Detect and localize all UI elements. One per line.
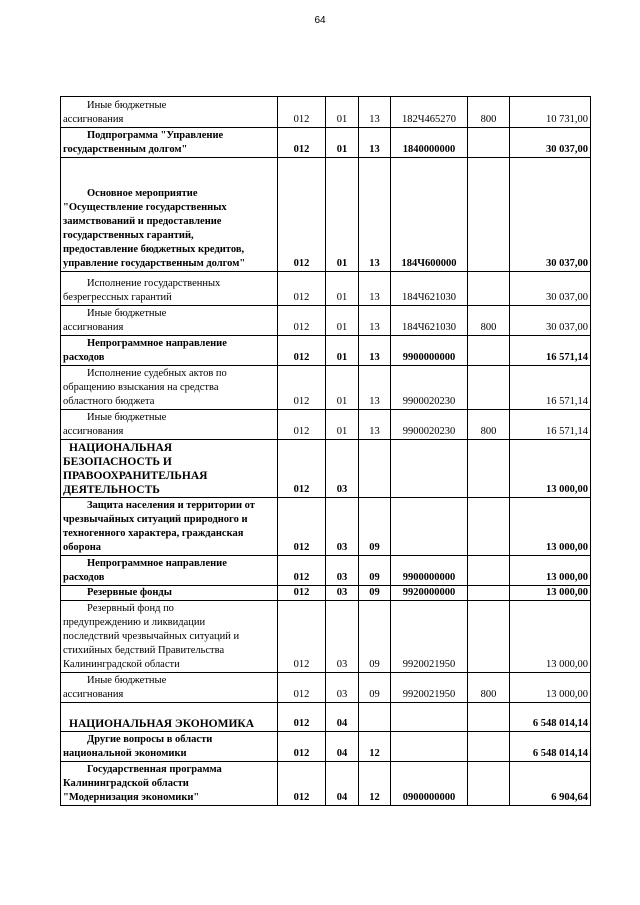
- amount-cell: 16 571,14: [510, 366, 591, 410]
- amount-cell: 13 000,00: [510, 601, 591, 673]
- item-name-line: "Осуществление государственных: [63, 202, 227, 213]
- table-row: [61, 673, 591, 703]
- item-name-line: стихийных бедствий Правительства: [63, 645, 225, 656]
- subsection-code-cell: 09: [359, 498, 391, 556]
- section-code-cell: 03: [326, 586, 359, 601]
- item-name-cell: [61, 601, 278, 673]
- item-name-cell: [61, 410, 278, 440]
- amount-cell: 30 037,00: [510, 128, 591, 158]
- target-article-cell: 1840000000: [391, 128, 468, 158]
- expense-type-cell: [468, 586, 510, 601]
- subsection-code-cell: 13: [359, 97, 391, 128]
- item-name-cell: [61, 440, 278, 498]
- item-name-line: Другие вопросы в области: [87, 734, 213, 745]
- target-article-cell: 9920000000: [391, 586, 468, 601]
- expense-type-cell: [468, 556, 510, 586]
- item-name-line: Государственная программа: [87, 764, 222, 775]
- item-name-line: ассигнования: [63, 114, 124, 125]
- table-row: [61, 272, 591, 306]
- subsection-code-cell: 13: [359, 128, 391, 158]
- expense-type-cell: [468, 762, 510, 806]
- item-name-cell: [61, 366, 278, 410]
- item-name-line: ассигнования: [63, 322, 124, 333]
- target-article-cell: 9900000000: [391, 336, 468, 366]
- section-code-cell: 04: [326, 732, 359, 762]
- item-name-line: предупреждению и ликвидации: [63, 617, 206, 628]
- item-name-line: расходов: [63, 352, 105, 363]
- section-code-cell: 01: [326, 336, 359, 366]
- section-code-cell: 03: [326, 498, 359, 556]
- table-row: [61, 306, 591, 336]
- table-row: [61, 336, 591, 366]
- item-name-line: государственным долгом": [63, 144, 188, 155]
- amount-cell: 13 000,00: [510, 673, 591, 703]
- expense-type-cell: [468, 128, 510, 158]
- amount-cell: 13 000,00: [510, 556, 591, 586]
- item-name-line: Основное мероприятие: [87, 188, 198, 199]
- amount-cell: 13 000,00: [510, 440, 591, 498]
- target-article-cell: 182Ч465270: [391, 97, 468, 128]
- subsection-code-cell: 09: [359, 556, 391, 586]
- table-row: [61, 556, 591, 586]
- amount-cell: 30 037,00: [510, 158, 591, 272]
- item-name-line: Резервные фонды: [87, 587, 172, 598]
- subsection-code-cell: 13: [359, 306, 391, 336]
- item-name-cell: [61, 703, 278, 732]
- ministry-code-cell: 012: [278, 601, 326, 673]
- page-number: 64: [314, 15, 326, 26]
- expense-type-cell: [468, 732, 510, 762]
- subsection-code-cell: 13: [359, 336, 391, 366]
- item-name-line: государственных гарантий,: [63, 230, 194, 241]
- item-name-line: оборона: [63, 542, 102, 553]
- section-code-cell: 03: [326, 556, 359, 586]
- item-name-cell: [61, 673, 278, 703]
- section-code-cell: 01: [326, 97, 359, 128]
- target-article-cell: [391, 703, 468, 732]
- section-code-cell: 01: [326, 366, 359, 410]
- subsection-code-cell: 09: [359, 673, 391, 703]
- item-name-line: Исполнение судебных актов по: [87, 368, 227, 379]
- item-name-cell: [61, 732, 278, 762]
- expense-type-cell: [468, 366, 510, 410]
- item-name-line: Иные бюджетные: [87, 308, 167, 319]
- item-name-line: областного бюджета: [63, 396, 155, 407]
- expense-type-cell: [468, 601, 510, 673]
- item-name-line: Непрограммное направление: [87, 338, 227, 349]
- ministry-code-cell: 012: [278, 336, 326, 366]
- subsection-code-cell: [359, 440, 391, 498]
- amount-cell: 30 037,00: [510, 306, 591, 336]
- item-name-line: Иные бюджетные: [87, 100, 167, 111]
- item-name-cell: [61, 97, 278, 128]
- section-code-cell: 03: [326, 440, 359, 498]
- item-name-line: НАЦИОНАЛЬНАЯ ЭКОНОМИКА: [69, 718, 255, 730]
- table-row: [61, 97, 591, 128]
- section-code-cell: 04: [326, 762, 359, 806]
- item-name-line: ДЕЯТЕЛЬНОСТЬ: [63, 484, 160, 496]
- item-name-line: ассигнования: [63, 689, 124, 700]
- subsection-code-cell: 13: [359, 272, 391, 306]
- table-row: [61, 158, 591, 272]
- amount-cell: 13 000,00: [510, 586, 591, 601]
- item-name-line: Иные бюджетные: [87, 412, 167, 423]
- expense-type-cell: 800: [468, 306, 510, 336]
- ministry-code-cell: 012: [278, 366, 326, 410]
- ministry-code-cell: 012: [278, 673, 326, 703]
- amount-cell: 6 548 014,14: [510, 703, 591, 732]
- section-code-cell: 01: [326, 158, 359, 272]
- table-row: [61, 440, 591, 498]
- amount-cell: 16 571,14: [510, 410, 591, 440]
- expense-type-cell: [468, 336, 510, 366]
- section-code-cell: 03: [326, 601, 359, 673]
- item-name-line: НАЦИОНАЛЬНАЯ: [69, 442, 173, 454]
- item-name-line: национальной экономики: [63, 748, 187, 759]
- ministry-code-cell: 012: [278, 762, 326, 806]
- item-name-line: управление государственным долгом": [63, 258, 246, 269]
- section-code-cell: 01: [326, 306, 359, 336]
- target-article-cell: [391, 732, 468, 762]
- ministry-code-cell: 012: [278, 128, 326, 158]
- item-name-cell: [61, 272, 278, 306]
- item-name-line: Резервный фонд по: [87, 603, 174, 614]
- table-row: [61, 732, 591, 762]
- item-name-line: техногенного характера, гражданская: [63, 528, 244, 539]
- target-article-cell: [391, 440, 468, 498]
- ministry-code-cell: 012: [278, 586, 326, 601]
- item-name-cell: [61, 556, 278, 586]
- expense-type-cell: [468, 272, 510, 306]
- item-name-cell: [61, 128, 278, 158]
- amount-cell: 6 548 014,14: [510, 732, 591, 762]
- ministry-code-cell: 012: [278, 158, 326, 272]
- ministry-code-cell: 012: [278, 272, 326, 306]
- item-name-cell: [61, 158, 278, 272]
- table-row: [61, 762, 591, 806]
- section-code-cell: 01: [326, 272, 359, 306]
- table-row: [61, 128, 591, 158]
- item-name-line: Калининградской области: [63, 778, 189, 789]
- item-name-line: последствий чрезвычайных ситуаций и: [63, 631, 240, 642]
- ministry-code-cell: 012: [278, 556, 326, 586]
- target-article-cell: 9900020230: [391, 366, 468, 410]
- item-name-cell: [61, 306, 278, 336]
- target-article-cell: 9920021950: [391, 673, 468, 703]
- ministry-code-cell: 012: [278, 97, 326, 128]
- target-article-cell: 9900000000: [391, 556, 468, 586]
- target-article-cell: 184Ч600000: [391, 158, 468, 272]
- budget-table: [60, 96, 591, 806]
- amount-cell: 13 000,00: [510, 498, 591, 556]
- expense-type-cell: [468, 158, 510, 272]
- expense-type-cell: 800: [468, 97, 510, 128]
- item-name-cell: [61, 586, 278, 601]
- target-article-cell: 9920021950: [391, 601, 468, 673]
- expense-type-cell: [468, 440, 510, 498]
- item-name-cell: [61, 498, 278, 556]
- subsection-code-cell: 12: [359, 762, 391, 806]
- section-code-cell: 04: [326, 703, 359, 732]
- subsection-code-cell: 09: [359, 601, 391, 673]
- table-row: [61, 498, 591, 556]
- section-code-cell: 01: [326, 410, 359, 440]
- amount-cell: 16 571,14: [510, 336, 591, 366]
- table-row: [61, 703, 591, 732]
- subsection-code-cell: 13: [359, 158, 391, 272]
- item-name-line: Исполнение государственных: [87, 278, 221, 289]
- expense-type-cell: [468, 703, 510, 732]
- ministry-code-cell: 012: [278, 703, 326, 732]
- item-name-line: Подпрограмма "Управление: [87, 130, 224, 141]
- ministry-code-cell: 012: [278, 732, 326, 762]
- item-name-line: заимствований и предоставление: [63, 216, 222, 227]
- item-name-line: Непрограммное направление: [87, 558, 227, 569]
- item-name-line: чрезвычайных ситуаций природного и: [63, 514, 248, 525]
- subsection-code-cell: 13: [359, 410, 391, 440]
- item-name-cell: [61, 336, 278, 366]
- subsection-code-cell: 09: [359, 586, 391, 601]
- item-name-line: "Модернизация экономики": [63, 792, 200, 803]
- amount-cell: 10 731,00: [510, 97, 591, 128]
- item-name-line: Калининградской области: [63, 659, 180, 670]
- item-name-line: предоставление бюджетных кредитов,: [63, 244, 245, 255]
- subsection-code-cell: 13: [359, 366, 391, 410]
- target-article-cell: 184Ч621030: [391, 306, 468, 336]
- ministry-code-cell: 012: [278, 306, 326, 336]
- section-code-cell: 03: [326, 673, 359, 703]
- item-name-line: расходов: [63, 572, 105, 583]
- table-row: [61, 366, 591, 410]
- ministry-code-cell: 012: [278, 498, 326, 556]
- target-article-cell: 0900000000: [391, 762, 468, 806]
- subsection-code-cell: [359, 703, 391, 732]
- amount-cell: 30 037,00: [510, 272, 591, 306]
- target-article-cell: 9900020230: [391, 410, 468, 440]
- section-code-cell: 01: [326, 128, 359, 158]
- target-article-cell: 184Ч621030: [391, 272, 468, 306]
- item-name-line: БЕЗОПАСНОСТЬ И: [63, 456, 172, 468]
- expense-type-cell: [468, 498, 510, 556]
- expense-type-cell: 800: [468, 410, 510, 440]
- item-name-line: Защита населения и территории от: [87, 500, 255, 511]
- target-article-cell: [391, 498, 468, 556]
- amount-cell: 6 904,64: [510, 762, 591, 806]
- item-name-line: ПРАВООХРАНИТЕЛЬНАЯ: [63, 470, 208, 482]
- item-name-line: обращению взыскания на средства: [63, 382, 219, 393]
- ministry-code-cell: 012: [278, 410, 326, 440]
- ministry-code-cell: 012: [278, 440, 326, 498]
- item-name-cell: [61, 762, 278, 806]
- table-row: [61, 410, 591, 440]
- table-row: [61, 586, 591, 601]
- table-row: [61, 601, 591, 673]
- item-name-line: безрегрессных гарантий: [63, 292, 172, 303]
- item-name-line: Иные бюджетные: [87, 675, 167, 686]
- subsection-code-cell: 12: [359, 732, 391, 762]
- expense-type-cell: 800: [468, 673, 510, 703]
- item-name-line: ассигнования: [63, 426, 124, 437]
